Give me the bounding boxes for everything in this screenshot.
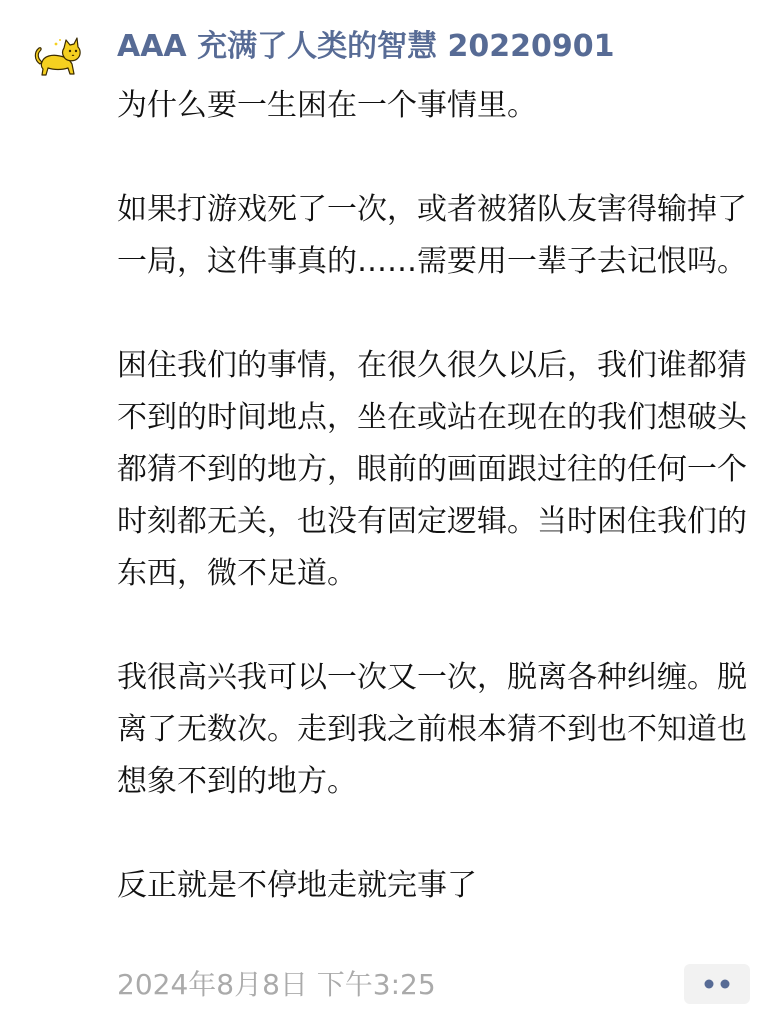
timestamp: 2024年8月8日 下午3:25 — [117, 968, 436, 1001]
two-dots-icon — [700, 978, 734, 990]
post-paragraph-4: 我很高兴我可以一次又一次，脱离各种纠缠。脱离了无数次。走到我之前根本猜不到也不知道也想象不到的地方。 — [117, 660, 747, 799]
post-paragraph-5: 反正就是不停地走就完事了 — [117, 868, 477, 903]
cat-icon — [30, 34, 86, 90]
post-footer — [117, 960, 762, 1010]
post-content — [117, 22, 762, 912]
comment-like-button[interactable] — [684, 964, 750, 1004]
post-text — [117, 80, 762, 912]
post-paragraph-1: 为什么要一生困在一个事情里。 — [117, 88, 537, 123]
avatar[interactable] — [30, 34, 86, 90]
username[interactable]: AAA 充满了人类的智慧 20220901 — [117, 29, 615, 64]
post-paragraph-2: 如果打游戏死了一次，或者被猪队友害得输掉了一局，这件事真的……需要用一辈子去记恨吗。 — [117, 192, 747, 279]
post-paragraph-3: 困住我们的事情，在很久很久以后，我们谁都猜不到的时间地点，坐在或站在现在的我们想破头都猜不到的地方，眼前的画面跟过往的任何一个时刻都无关，也没有固定逻辑。当时困住我们的东西，微不足道。 — [117, 348, 747, 591]
